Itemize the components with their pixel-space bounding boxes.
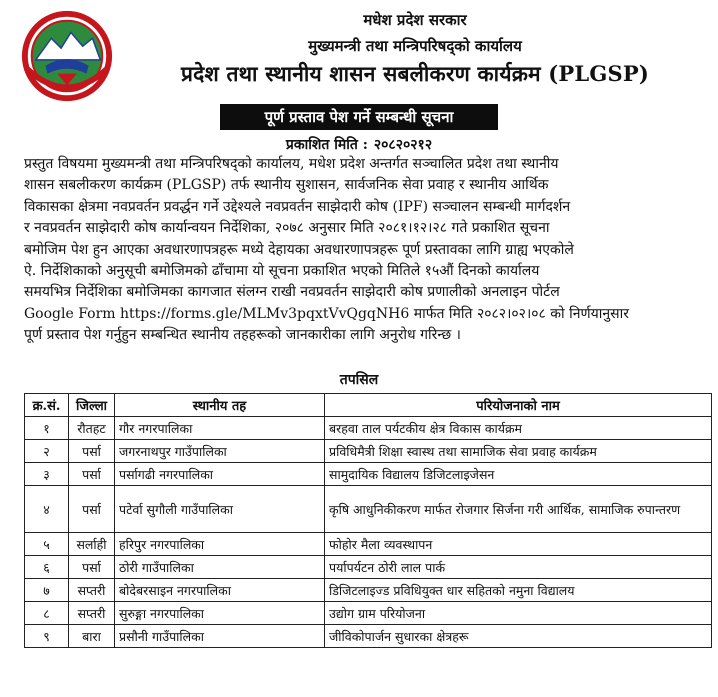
cell-project: बरहवा ताल पर्यटकीय क्षेत्र विकास कार्यक्रम [325,417,712,440]
table-header-row [25,394,712,417]
cell-serial: ३ [25,463,69,486]
cell-district: सर्लाही [69,533,115,556]
table-row [25,556,712,579]
body-line: समयभित्र निर्देशिका बमोजिमका कागजात संलग्न राखी नवप्रवर्तन साझेदारी कोष प्रणालीको अनलाइन पोर्टल [24,284,560,301]
cell-project: डिजिटलाइज्ड प्रविधियुक्त धार सहितको नमुना विद्यालय [325,579,712,602]
cell-project: प्रविधिमैत्री शिक्षा स्वास्थ तथा सामाजिक सेवा प्रवाह कार्यक्रम [325,440,712,463]
published-label: प्रकाशित मिति : [285,137,368,153]
published-date [0,135,718,154]
cell-local-body: ठोरी गाउँपालिका [115,556,325,579]
government-name: मधेश प्रदेश सरकार [363,11,467,29]
cell-district: पर्सा [69,486,115,533]
published-value: २०८२०२१२ [373,137,433,153]
header-district: जिल्ला [69,394,115,417]
table-row [25,486,712,533]
cell-project: कृषि आधुनिकीकरण मार्फत रोजगार सिर्जना गरी आर्थिक, सामाजिक रुपान्तरण [325,486,712,533]
cell-local-body: गौर नगरपालिका [115,417,325,440]
table-row [25,533,712,556]
notice-body [24,154,712,347]
body-line: प्रस्तुत विषयमा मुख्यमन्त्री तथा मन्त्रिपरिषद्को कार्यालय, मधेश प्रदेश अन्तर्गत सञ्चालित प्रदेश तथा स्थानीय [24,156,559,172]
body-line: बमोजिम पेश हुन आएका अवधारणापत्रहरू मध्ये देहायका अवधारणापत्रहरू पूर्ण प्रस्तावका लागि ग्राह्य भएकोले [24,241,574,258]
cell-local-body: प्रसौनी गाउँपालिका [115,625,325,648]
cell-local-body: पर्सागढी नगरपालिका [115,463,325,486]
header-project-name: परियोजनाको नाम [325,394,712,417]
table-row [25,625,712,648]
cell-project: सामुदायिक विद्यालय डिजिटलाइजेसन [325,463,712,486]
cell-district: बारा [69,625,115,648]
cell-local-body: जगरनाथपुर गाउँपालिका [115,440,325,463]
notice-title: पूर्ण प्रस्ताव पेश गर्ने सम्बन्धी सूचना [220,104,498,130]
cell-local-body: बोदेबरसाइन नगरपालिका [115,579,325,602]
cell-project: जीविकोपार्जन सुधारका क्षेत्रहरू [325,625,712,648]
cell-local-body: हरिपुर नगरपालिका [115,533,325,556]
cell-project: पर्यापर्यटन ठोरी लाल पार्क [325,556,712,579]
cell-district: पर्सा [69,463,115,486]
cell-serial: ४ [25,486,69,533]
header-local-body: स्थानीय तह [115,394,325,417]
table-row [25,602,712,625]
nepal-government-emblem-icon [18,8,116,104]
body-line: पूर्ण प्रस्ताव पेश गर्नुहुन सम्बन्धित स्थानीय तहहरूको जानकारीका लागि अनुरोध गरिन्छ । [24,327,461,344]
body-line: Google Form https://forms.gle/MLMv3pqxtVvQgqNH6 मार्फत मिति २०८२।०२।०८ को निर्णयानुसार [24,305,629,322]
cell-local-body: सुरुङ्गा नगरपालिका [115,602,325,625]
cell-district: सप्तरी [69,602,115,625]
cell-district: पर्सा [69,556,115,579]
body-line: र नवप्रवर्तन साझेदारी कोष कार्यान्वयन निर्देशिका, २०७८ अनुसार मिति २०८१।१२।२८ गते प्रकाशित सूचना [24,220,550,237]
header-serial: क्र.सं. [25,394,69,417]
office-name: मुख्यमन्त्री तथा मन्त्रिपरिषद्को कार्यालय [308,37,522,55]
cell-district: रौतहट [69,417,115,440]
cell-district: पर्सा [69,440,115,463]
cell-project: फोहोर मैला व्यवस्थापन [325,533,712,556]
project-table [24,393,712,648]
body-line: शासन सबलीकरण कार्यक्रम (PLGSP) तर्फ स्थानीय सुशासन, सार्वजनिक सेवा प्रवाह र स्थानीय आर्थिक [24,177,549,194]
cell-serial: ६ [25,556,69,579]
cell-serial: ८ [25,602,69,625]
cell-serial: ५ [25,533,69,556]
cell-district: सप्तरी [69,579,115,602]
table-row [25,417,712,440]
cell-project: उद्योग ग्राम परियोजना [325,602,712,625]
cell-serial: १ [25,417,69,440]
table-row [25,440,712,463]
body-line: विकासका क्षेत्रमा नवप्रवर्तन प्रवर्द्धन गर्ने उद्देश्यले नवप्रवर्तन साझेदारी कोष (IPF) सञ्चालन सम्बन्धी मार्गदर्शन [24,198,571,215]
cell-serial: २ [25,440,69,463]
program-title: प्रदेश तथा स्थानीय शासन सबलीकरण कार्यक्रम (PLGSP) [180,61,650,86]
schedule-heading: तपसिल [339,372,379,388]
table-row [25,463,712,486]
cell-serial: ७ [25,579,69,602]
body-line: ऐ. निर्देशिकाको अनुसूची बमोजिमको ढाँचामा यो सूचना प्रकाशित भएको मितिले १५औं दिनको कार्यालय [24,263,540,280]
table-row [25,579,712,602]
cell-local-body: पटेर्वा सुगौली गाउँपालिका [115,486,325,533]
cell-serial: ९ [25,625,69,648]
